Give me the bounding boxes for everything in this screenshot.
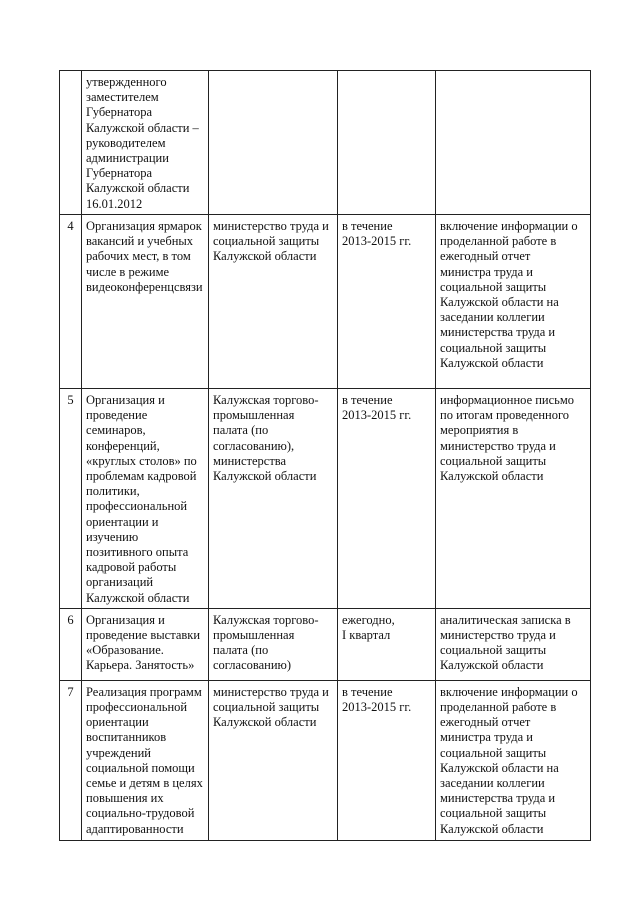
- period-cell: в течение 2013-2015 гг.: [338, 215, 436, 389]
- period-cell: ежегодно, I квартал: [338, 608, 436, 680]
- row-number: [60, 71, 82, 215]
- event-cell: Реализация программ профессиональной ориентации воспитанников учреждений социальной помощи семье и детям в целях повышения их социально-трудовой адаптированности: [82, 680, 209, 840]
- result-cell: включение информации о проделанной работе в ежегодный отчет министра труда и социальной защиты Калужской области на заседании коллегии министерства труда и социальной защиты Калужской области: [436, 215, 591, 389]
- row-number: 7: [60, 680, 82, 840]
- event-cell: Организация и проведение выставки «Образование. Карьера. Занятость»: [82, 608, 209, 680]
- result-cell: [436, 71, 591, 215]
- result-cell: аналитическая записка в министерство труда и социальной защиты Калужской области: [436, 608, 591, 680]
- table-row: [60, 389, 591, 609]
- responsible-cell: Калужская торгово- промышленная палата (по согласованию): [209, 608, 338, 680]
- event-cell: Организация ярмарок вакансий и учебных рабочих мест, в том числе в режиме видеоконференцсвязи: [82, 215, 209, 389]
- event-cell: Организация и проведение семинаров, конференций, «круглых столов» по проблемам кадровой политики, профессиональной ориентации и изучению позитивного опыта кадровой работы организаций Калужской области: [82, 389, 209, 609]
- result-cell: информационное письмо по итогам проведенного мероприятия в министерство труда и социальной защиты Калужской области: [436, 389, 591, 609]
- responsible-cell: министерство труда и социальной защиты Калужской области: [209, 215, 338, 389]
- event-cell: утвержденного заместителем Губернатора Калужской области – руководителем администрации Губернатора Калужской области 16.01.2012: [82, 71, 209, 215]
- row-number: 4: [60, 215, 82, 389]
- row-number: 5: [60, 389, 82, 609]
- table-row: [60, 608, 591, 680]
- row-number: 6: [60, 608, 82, 680]
- table-row: [60, 680, 591, 840]
- result-cell: включение информации о проделанной работе в ежегодный отчет министра труда и социальной защиты Калужской области на заседании коллегии министерства труда и социальной защиты Калужской области: [436, 680, 591, 840]
- period-cell: [338, 71, 436, 215]
- table-row: [60, 71, 591, 215]
- responsible-cell: министерство труда и социальной защиты Калужской области: [209, 680, 338, 840]
- table-row: [60, 215, 591, 389]
- responsible-cell: Калужская торгово- промышленная палата (по согласованию), министерства Калужской области: [209, 389, 338, 609]
- period-cell: в течение 2013-2015 гг.: [338, 389, 436, 609]
- responsible-cell: [209, 71, 338, 215]
- period-cell: в течение 2013-2015 гг.: [338, 680, 436, 840]
- measures-table: [59, 70, 591, 841]
